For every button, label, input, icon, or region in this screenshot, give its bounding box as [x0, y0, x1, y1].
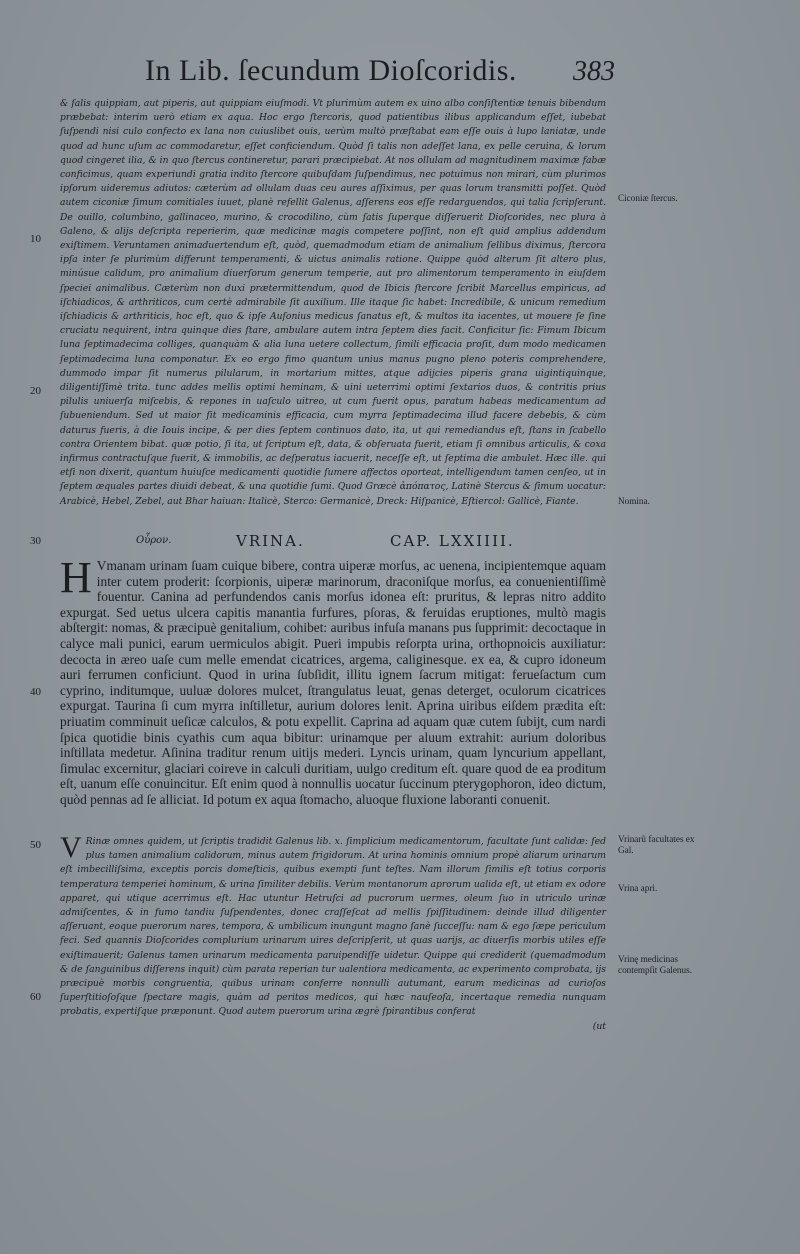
line-number: 40 — [30, 686, 41, 698]
line-number: 20 — [30, 385, 41, 397]
line-number: 10 — [30, 233, 41, 245]
chapter-title: VRINA. — [236, 532, 305, 550]
line-number: 60 — [30, 991, 41, 1003]
line-number: 50 — [30, 839, 41, 851]
chapter-greek-title: Οὖρον. — [136, 535, 172, 546]
commentary-paragraph: Rinæ omnes quidem, ut ſcriptis tradidit Galenus lib. x. ſimplicium medicamentorum, facultate ſunt calidæ: ſed plus tamen animalium calidorum, minus autem frigidorum. At urina hominis omnium propè aliarum urinarum eſt imbecilliſsima, exceptis porcis domeſticis, quibus exempti ſunt teſtes. Nam illorum ſimilis eſt totius corporis temperatura temperiei hominum, & urina ſimiliter debilis. Verùm montanorum aprorum ualida eſt, ut etiam ex odore apparet, qui utique acerrimus eſt. Hac utuntur Hetruſci ad pucrorum uermes, oleum ſuo in utriculo urinæ admiſcentes, & in fumo tandiu ſuſpendentes, donec craſſeſcat ad mellis ſpiſſitudinem: deinde illud diligenter aſſeruant, eoque puerorum nares, tempora, & umbilicum inungunt magno ſanè ſucceſſu: nam & ego ſæpe periculum feci. Sed quannis Dioſcorides complurium urinarum uires deſcripſerit, ut quas uarijs, ac diuerſis morbis utiles eſſe exiſtimauerit; Galenus tamen urinarum medicamenta paruipendiſſe uidetur. Quippe qui crediderit (quemadmodum & de ſanguinibus diſſerens inquit) cùm parata reperian tur ualentiora medicamenta, ac experimento comprobata, ijs præcipuè morbis congruentia, quibus urinam conferre nonnulli autumant, earum medicinas ad curioſos ſuperſtitioſoſque ſpectare magis, quàm ad peritos medicos, qui hæc nauſeoſa, incertaque remedia nunquam probatis, expertiſque præponunt. Quod autem puerorum urina ægrè ſpirantibus conferat — [60, 836, 606, 1018]
dioscorides-paragraph: Vmanam urinam ſuam cuique bibere, contra uiperæ morſus, ac uenena, incipientemque aquam inter cutem proderit: ſcorpionis, uiperæ marinorum, draconiſque morſus, ea conuenientiſſimè fouentur. Canina ad perfundendos canis morſus idonea eſt: pruritus, & lepras nitro addito expurgat. Sed uetus ulcera capitis manantia furfures, pſoras, & feruidas eruptiones, multò magis abſtergit: nomas, & præcipuè genitalium, cohibet: auribus infuſa manans pus ſupprimit: decoctaque in calyce mali punici, earum uermiculos abigit. Pueri impubis reſorpta urina, orthopnoicis auxiliatur: decocta in æreo uaſe cum melle emendat cicatrices, argema, caliginesque. ex ea, & cupro idoneum auri ferrumen conficiunt. Quod in urina ſubſidit, illitu ignem ſacrum mitigat: ferueſactum cum cyprino, inditumque, uuluæ dolores mulcet, ſtrangulatus leuat, genas deterget, oculorum cicatrices expurgat. Taurina ſi cum myrra inſtilletur, aurium dolores lenit. Aprina uiribus eiſdem prædita eſt: priuatim comminuit ueſicæ calculos, & potu expellit. Caprina ad aquam quæ cutem ſubijt, cum nardi ſpica quotidie binis cyathis cum aqua bibitur: urinamque per aluum extrahit: aurium doloribus inſtillata medetur. Aſinina traditur renum uitijs mederi. Lyncis urinam, quam lyncurium appellant, ſimulac excernitur, glaciari coireve in calculi duritiam, uulgo creditum eſt. quare quod de ea proditum eſt, uanum eſſe conuincitur. Eſt enim quod à nonnullis uocatur ſuccinum pterygophoron, ideo dictum, quòd pennas ad ſe alliciat. Id potum ex aqua ſtomacho, aluoque fluxione laboranti conuenit. — [60, 558, 606, 807]
running-title: In Lib. ſecundum Dioſcoridis. — [145, 54, 517, 87]
drop-cap: V — [60, 831, 82, 864]
marginal-note: Vrinarũ facultates ex Gal. — [618, 834, 695, 855]
marginal-note: Nomina. — [618, 496, 650, 506]
commentary-block-1 — [60, 97, 606, 522]
line-number: 30 — [30, 535, 41, 547]
marginal-note: Ciconiæ ſtercus. — [618, 193, 678, 203]
commentary-block-2 — [60, 831, 606, 1235]
marginal-note: Vrina apri. — [618, 883, 658, 893]
catchword: (ut — [592, 1020, 606, 1032]
dioscorides-text-block — [60, 553, 606, 828]
chapter-number: CAP. LXXIIII. — [390, 532, 515, 550]
page-number: 383 — [573, 56, 615, 87]
chapter-heading — [60, 532, 620, 554]
page-header — [145, 54, 615, 98]
marginal-note: Vrinę medicinas contempſit Galenus. — [618, 954, 692, 975]
commentary-paragraph: & ſalis quippiam, aut piperis, aut quippiam eiuſmodi. Vt plurimùm autem ex uino albo conſiſtentiæ tenuis bibendum præbebat: interim uerò etiam ex aqua. Hoc ergo ſtercoris, quod patientibus ilibus applicandum eſſet, iubebat ſuſpendi nisi culo confecto ex lana non cuiuslibet ouis, uerùm multò præſtabat eam eſſe ouis à lupo laniatæ, unde quod ad hunc uſum ac commodaretur, eſſet conficiendum. Quòd ſi talis non adeſſet lana, ex pelle ceruina, & lorum quod cingeret ilia, & in quo ſtercus contineretur, parari præcipiebat. At nos ollulam ad magnitudinem maximæ fabæ conficimus, quam experiundi gratia indito ſtercore quibuſdam ſuſpendimus, nec potuimus non mirari, cùm plurimos ipſorum uideremus adiutos: cæterùm ad ollulam duas ceu aures aſſiximus, per quas lorum transmitti poſſet. Quòd autem ciconiæ ſimum comitiales iuuet, planè refellit Galenus, aſſerens eos eſſe redarguendos, qui talia ſcripſerunt. De ouillo, columbino, gallinaceo, murino, & crocodilino, cùm ſatis ſuperque diſſeruerit Dioſcorides, nec plura à Galeno, & alijs deſcripta reperierim, quæ medicinæ magis competere poſſint, non eſt quid amplius addendum exiſtimem. Veruntamen animaduertendum eſt, quòd, quemadmodum etiam de animalium ſellibus diximus, ſtercora ipſa inter ſe plurimùm differunt temperamenti, & uictus animalis ratione. Quippe quòd alterum ſit altero plus, minúsue calidum, pro animalium diuerſorum generum temperie, aut pro alimentorum temperamento in eiuſdem ſpeciei animalibus. Cæterùm non duxi prætermittendum, quod de Ibicis ſtercore ſcribit Marcellus empiricus, ad iſchiadicos, & arthriticos, cum certè admirabile ſit auxilium. Ille itaque ſic habet: Incredibile, & unicum remedium iſchiadicis & arthriticis, hoc eſt, quo & ipſe Auſonius medicus ſanatus eſt, & multos ita iacentes, ut mouere ſe ſine cruciatu nequirent, intra quinque dies ſtare, ambulare autem intra ſeptem dies facit. Conficitur ſic: Fimum Ibicum luna ſeptimadecima colliges, quanquàm & alia luna uetere collectum, ſimili efficacia proſit, dum modo medicamen ſeptimadecima luna componatur. Ex eo ergo fimo quantum unius manus pugno pleno poteris comprehendere, dummodo impar ſit numerus pilularum, in mortarium mittes, atque adijcies piperis grana uigintiquinque, diligentiſſimè trita. tunc addes mellis optimi heminam, & uini ueterrimi optimi ſextarios duos, & contritis prius pilulis uniuerſa miſcebis, & repones in uaſculo uitreo, ut cum fuerit opus, paratum habeas medicamentum ad ſubueniendum. Sed ut maior ſit medicaminis efficacia, cum myrra ſeptimadecima illud facere debebis, & cùm daturus fueris, à die Iouis incipe, & per dies ſeptem continuos dato, ita, ut qui remediandus eſt, ſtans in ſcabello contra Orientem bibat. quæ potio, ſi ita, ut ſcriptum eſt, data, & obſeruata fuerit, etiam ſi omnibus articulis, & coxa infirmus contractuſque fuerit, & immobilis, ac deſperatus iacuerit, neceſſe eſt, ut ſeptima die ambulet. Hæc ille. qui etſi non dixerit, quantum huiuſce medicamenti quotidie ſumere affectos oporteat, intelligendum tamen cenſeo, ut in ſeptem æquales partes diuidi debeat, & una quotidie ſumi. Quod Græcè ἀπόπατος, Latinè Stercus & ſimum uocatur: Arabicè, Hebel, Zebel, aut Bhar haiuan: Italicè, Sterco: Germanicè, Dreck: Hiſpanicè, Eſtiercol: Gallicè, Fiante. — [60, 98, 606, 507]
drop-cap: H — [60, 553, 92, 602]
